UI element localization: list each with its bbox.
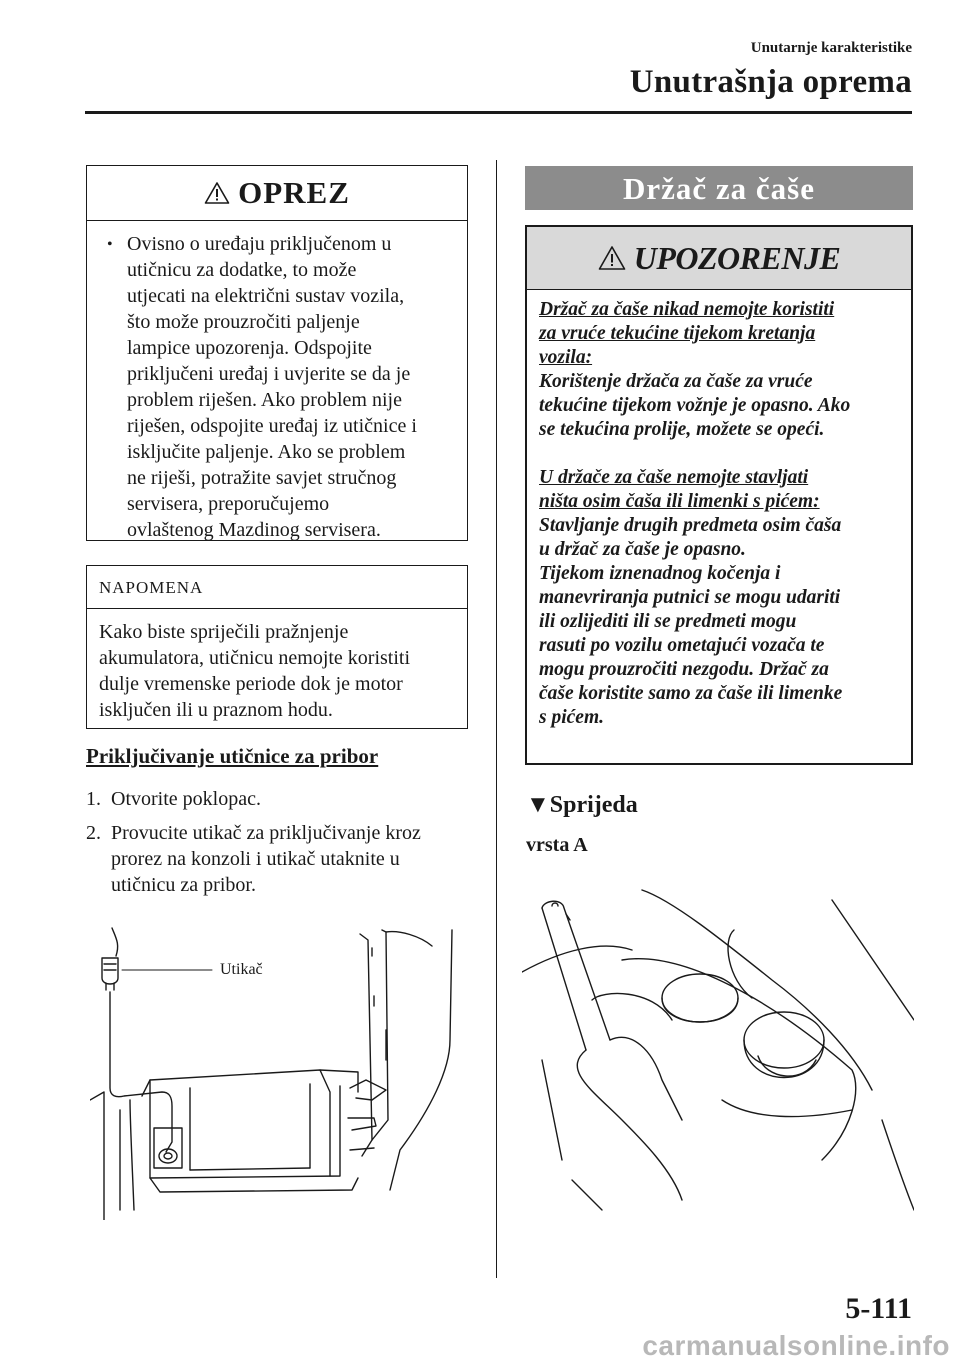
caution-body [87, 221, 467, 543]
warning-line: manevriranja putnici se mogu udariti [539, 587, 841, 608]
warning-line: se tekućina prolije, možete se opeći. [539, 419, 825, 440]
caution-line: utičnicu za dodatke, to može [127, 259, 357, 281]
step-1 [86, 786, 471, 812]
column-divider [496, 160, 497, 1278]
warning-line: s pićem. [539, 707, 604, 728]
console-plug-illustration [90, 920, 470, 1220]
page-number: 5-111 [845, 1292, 912, 1325]
caution-box [86, 165, 468, 541]
caution-line: lampice upozorenja. Odspojite [127, 337, 372, 359]
warning-heading-line: Držač za čaše nikad nemojte koristiti [539, 299, 835, 320]
note-line: akumulatora, utičnicu nemojte koristiti [99, 647, 411, 669]
note-box [86, 565, 468, 729]
warning-line: ili ozlijediti ili se predmeti mogu [539, 611, 797, 632]
warning-line: u držač za čaše je opasno. [539, 539, 746, 560]
connect-heading: Priključivanje utičnice za pribor [86, 744, 379, 768]
caution-header [87, 166, 467, 221]
warning-heading-line: U držače za čaše nemojte stavljati [539, 467, 809, 488]
note-line: isključen ili u praznom hodu. [99, 699, 333, 721]
triangle-down-icon: ▼ [526, 792, 550, 818]
warning-title: UPOZORENJE [633, 239, 841, 276]
warning-line: rasuti po vozilu ometajući vozača te [539, 635, 825, 656]
warning-header [527, 227, 911, 290]
warning-heading-line: za vruće tekućine tijekom kretanja [539, 323, 816, 344]
warning-line: Tijekom iznenadnog kočenja i [539, 563, 781, 584]
step-number: 1. [86, 788, 101, 810]
warning-line: tekućine tijekom vožnje je opasno. Ako [539, 395, 851, 416]
caution-line: isključite paljenje. Ako se problem [127, 441, 406, 463]
variant-label: vrsta A [526, 834, 588, 856]
caution-line: što može prouzročiti paljenje [127, 311, 360, 333]
front-subsection [526, 792, 638, 819]
step-text: Provucite utikač za priključivanje kroz [111, 822, 421, 844]
caution-line: riješen, odspojite uređaj iz utičnice i [127, 415, 417, 437]
front-subsection-label: Sprijeda [549, 792, 638, 818]
step-2 [86, 820, 471, 898]
caution-icon [204, 181, 230, 205]
warning-icon [598, 245, 626, 271]
caution-line: utjecati na električni sustav vozila, [127, 285, 405, 307]
caution-line: ne riješi, potražite savjet stručnog [127, 467, 397, 489]
warning-heading-line: ništa osim čaša ili limenki s pićem: [539, 491, 820, 512]
step-text: prorez na konzoli i utikač utaknite u [111, 848, 400, 870]
step-text: utičnicu za pribor. [111, 874, 256, 896]
warning-body [527, 290, 911, 730]
warning-line: Stavljanje drugih predmeta osim čaša [539, 515, 842, 536]
caution-line: servisera, preporučujemo [127, 493, 330, 515]
caution-line: Ovisno o uređaju priključenom u [127, 233, 392, 255]
warning-line: čaše koristite samo za čaše ili limenke [539, 683, 843, 704]
section-title: Unutrašnja oprema [629, 64, 912, 100]
note-line: Kako biste spriječili pražnjenje [99, 621, 349, 643]
caution-line: ovlaštenog Mazdinog servisera. [127, 519, 381, 541]
note-line: dulje vremenske periode dok je motor [99, 673, 403, 695]
note-title: NAPOMENA [87, 566, 467, 609]
caution-line: priključeni uređaj i uvjerite se da je [127, 363, 411, 385]
warning-heading-line: vozila: [539, 347, 593, 368]
header-rule [85, 111, 912, 114]
section-subtitle: Unutarnje karakteristike [750, 40, 912, 56]
cup-holder-illustration [522, 880, 914, 1220]
cup-holder-heading: Držač za čaše [525, 166, 913, 210]
bullet-icon: • [107, 236, 113, 253]
warning-line: Korištenje držača za čaše za vruće [539, 371, 813, 392]
watermark: carmanualsonline.info [642, 1330, 950, 1361]
warning-line: mogu prouzročiti nezgodu. Držač za [539, 659, 829, 680]
step-text: Otvorite poklopac. [111, 788, 261, 810]
caution-line: problem riješen. Ako problem nije [127, 389, 402, 411]
plug-label: Utikač [220, 961, 263, 978]
step-number: 2. [86, 822, 101, 844]
note-body [87, 609, 467, 723]
warning-box [525, 225, 913, 765]
caution-title: OPREZ [238, 175, 350, 210]
